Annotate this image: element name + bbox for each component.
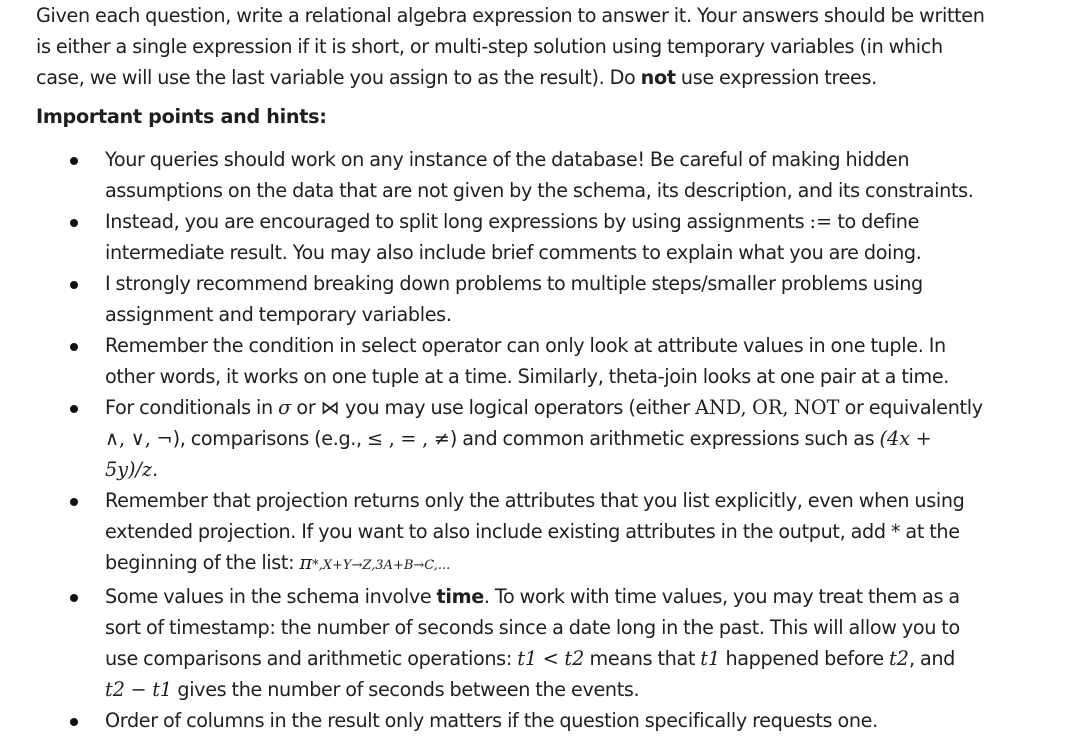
- item-text: extended projection. If you want to also include existing attributes in the output, add * at the: [105, 520, 960, 543]
- intro-line: is either a single expression if it is short, or multi-step solution using temporary variables (in which: [36, 35, 943, 58]
- hints-list: [0, 144, 1070, 736]
- emphasis-time: time: [436, 585, 484, 608]
- item-text: t2 − t1 gives the number of seconds between the events.: [105, 678, 640, 701]
- item-text: assumptions on the data that are not given by the schema, its description, and its constraints.: [105, 179, 974, 202]
- item-text: Order of columns in the result only matters if the question specifically requests one.: [105, 709, 878, 732]
- math-expression: t1 < t2: [517, 647, 585, 670]
- item-text: Remember that projection returns only the attributes that you list explicitly, even when using: [105, 489, 965, 512]
- bullet-icon: [70, 157, 78, 165]
- item-text: other words, it works on one tuple at a time. Similarly, theta-join looks at one pair at a time.: [105, 365, 950, 388]
- list-item: [0, 392, 1070, 485]
- list-item: [0, 485, 1070, 581]
- item-text: use comparisons and arithmetic operations: t1 < t2 means that t1 happened before t2, and: [105, 647, 956, 670]
- item-text: Remember the condition in select operator can only look at attribute values in one tuple. In: [105, 334, 946, 357]
- intro-line: case, we will use the last variable you assign to as the result). Do not use expression trees.: [36, 66, 877, 89]
- list-item: [0, 581, 1070, 705]
- join-symbol: ⋈: [320, 396, 340, 419]
- logical-operators: AND, OR, NOT: [695, 396, 840, 419]
- item-text: ∧, ∨, ¬), comparisons (e.g., ≤ , = , ≠) and common arithmetic expressions such as (4x +: [105, 427, 932, 450]
- math-variable: t2: [889, 647, 909, 670]
- bullet-icon: [70, 219, 78, 227]
- math-expression: (4x +: [879, 427, 932, 450]
- item-text: sort of timestamp: the number of seconds since a date long in the past. This will allow you to: [105, 616, 960, 639]
- emphasis-not: not: [640, 66, 676, 89]
- item-text: I strongly recommend breaking down problems to multiple steps/smaller problems using: [105, 272, 923, 295]
- list-item: [0, 206, 1070, 268]
- item-text: For conditionals in σ or ⋈ you may use logical operators (either AND, OR, NOT or equivalently: [105, 396, 983, 419]
- item-text: Instead, you are encouraged to split long expressions by using assignments := to define: [105, 210, 920, 233]
- math-expression: 5y)/z: [105, 458, 153, 481]
- item-text: 5y)/z.: [105, 458, 158, 481]
- math-expression: t2 − t1: [105, 678, 173, 701]
- item-text: Your queries should work on any instance of the database! Be careful of making hidden: [105, 148, 910, 171]
- section-heading: Important points and hints:: [36, 105, 327, 128]
- list-item: [0, 268, 1070, 330]
- assignment-symbol: :=: [809, 210, 833, 233]
- intro-paragraph: [36, 0, 1036, 93]
- item-text: intermediate result. You may also include brief comments to explain what you are doing.: [105, 241, 922, 264]
- math-variable: t1: [700, 647, 721, 670]
- pi-symbol: π: [299, 551, 313, 574]
- list-item: [0, 144, 1070, 206]
- item-text: beginning of the list: π*,X+Y→Z,3A+B→C,...: [105, 551, 451, 574]
- bullet-icon: [70, 718, 78, 726]
- bullet-icon: [70, 498, 78, 506]
- item-text: assignment and temporary variables.: [105, 303, 452, 326]
- item-text: Some values in the schema involve time. To work with time values, you may treat them as a: [105, 585, 960, 608]
- list-item: [0, 705, 1070, 736]
- list-item: [0, 330, 1070, 392]
- bullet-icon: [70, 281, 78, 289]
- comparison-symbols: ≤ , = , ≠: [367, 427, 450, 450]
- sigma-symbol: σ: [278, 396, 292, 419]
- bullet-icon: [70, 594, 78, 602]
- bullet-icon: [70, 343, 78, 351]
- bullet-icon: [70, 405, 78, 413]
- logic-symbols: ∧, ∨, ¬: [105, 427, 173, 450]
- intro-line: Given each question, write a relational algebra expression to answer it. Your answers should be written: [36, 4, 985, 27]
- projection-subscript: *,X+Y→Z,3A+B→C,...: [312, 558, 451, 573]
